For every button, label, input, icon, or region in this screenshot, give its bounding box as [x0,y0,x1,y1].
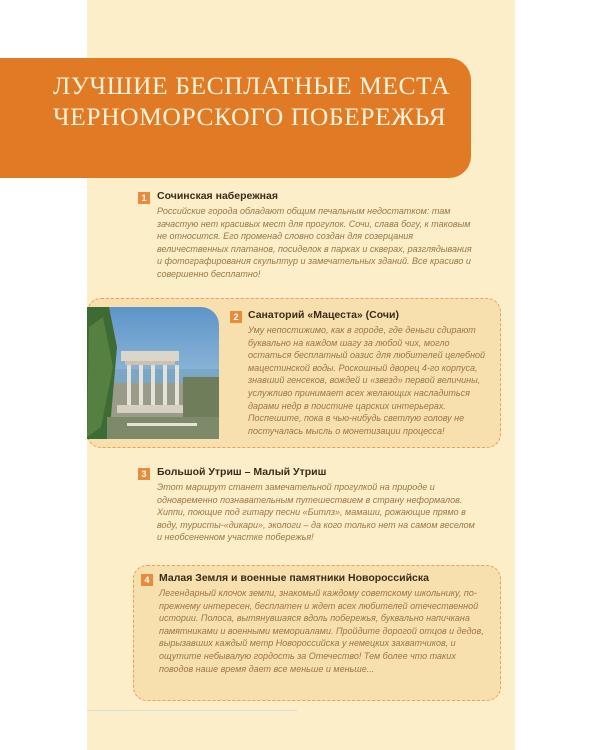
item-text: Российские города обладают общим печальным недостатком: там зачастую нет красивых мест для прогулок. Сочи, слава богу, к таковым не относится. Его променад словно создан для созерцания величественных платанов, посиделок в парках и скверах, разглядывания и фотографирования скульптур и замечательных зданий. Все красиво и совершенно бесплатно! [157,206,472,279]
item-heading: Малая Земля и военные памятники Новороссийска [159,572,429,584]
footer-divider [87,710,297,711]
item-heading: Большой Утриш – Малый Утриш [157,466,327,478]
item-number-badge: 1 [138,192,150,204]
item-number-badge: 4 [141,574,153,586]
item-heading: Сочинская набережная [157,190,278,202]
item-number-badge: 2 [230,311,242,323]
page-title: ЛУЧШИЕ БЕСПЛАТНЫЕ МЕСТА ЧЕРНОМОРСКОГО ПОБЕРЕЖЬЯ [53,71,451,131]
item-text: Уму непостижимо, как в городе, где деньги сдирают буквально на каждом шагу за любой чих, могло остаться бесплатный оазис для любителей целебной мацестинской воды. Роскошный дворец 4-го корпуса, знавший генсеков, вождей и «звезд» первой величины, услужливо принимает всех желающих насладиться дарами недр в поистине царских интерьерах. Поспешите, пока в чью-нибудь светлую голову не постучалась мысль о монетизации процесса! [248,325,486,436]
item-text: Легендарный клочок земли, знакомый каждому советскому школьнику, по-прежнему интересен, бесплатен и ждет всех любителей отечественной истории. Полоса, вытянувшаяся вдоль побережья, буквально напичкана памятниками и военными мемориалами. Пройдите дорогой отцов и дедов, вырызавших каждый метр Новороссийска у немецких захватчиков, и ощутите небывалую гордость за Отечество! Тем более что таких поводов наше время дает все меньше и меньше... [159,588,484,674]
title-banner [0,58,471,178]
item-text: Этот маршрут станет замечательной прогулкой на природе и одновременно познавательным путешествием в страну неформалов. Хиппи, поющие под гитару песни «Битлз», мамаши, рожающие прямо в воду, туристы-«дикари», экологи – да кого только нет на самом веселом и необсененном участке побережья! [157,482,475,543]
item-heading: Санаторий «Мацеста» (Сочи) [248,309,399,321]
item-number-badge: 3 [138,468,150,480]
sanatorium-photo [87,307,219,439]
